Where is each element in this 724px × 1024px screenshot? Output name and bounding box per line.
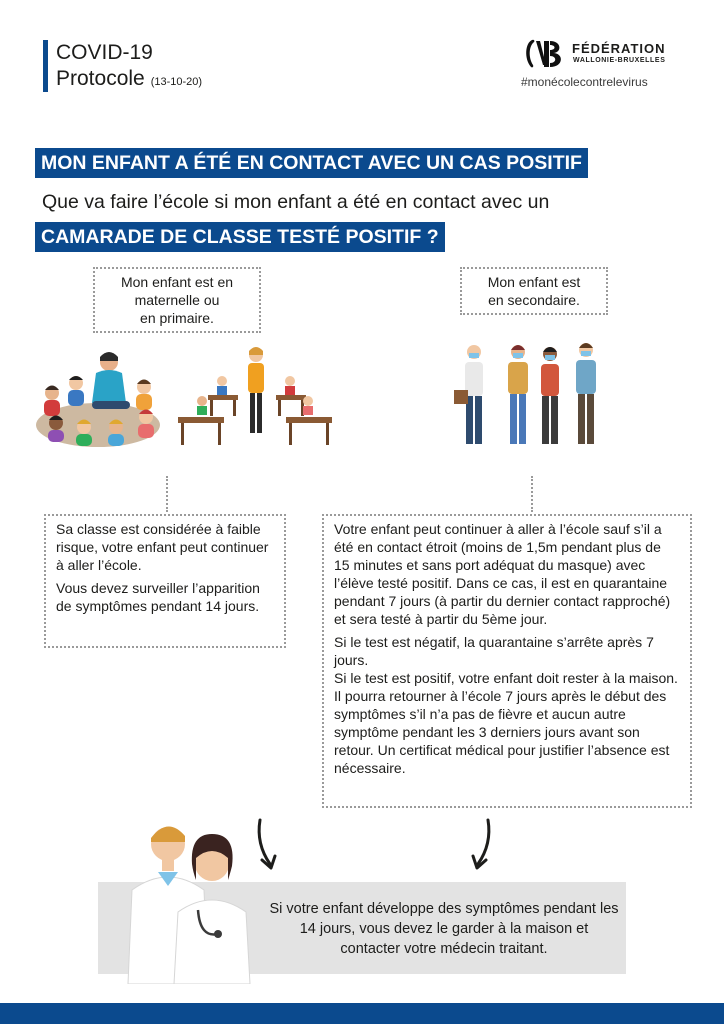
label-line: en secondaire. [488,292,580,308]
connector-right [531,476,533,512]
label-line: Mon enfant est [487,274,581,290]
doc-date: (13-10-20) [150,76,203,88]
info-paragraph: Sa classe est considérée à faible risque, votre enfant peut continuer à aller l’école. [56,521,269,573]
teen [576,343,596,444]
doc-subtitle-text: Protocole [56,67,145,90]
info-paragraph: Vous devez surveiller l’apparition de symptômes pendant 14 jours. [56,580,260,614]
children-circle-illustration [34,345,164,451]
logo-name-line1: FÉDÉRATION [572,41,666,56]
label-secondaire [460,267,608,315]
logo-name-line2: WALLONIE-BRUXELLES [573,57,666,64]
label-maternelle-primaire [93,267,261,333]
info-paragraph: Votre enfant peut continuer à aller à l’école sauf s’il a été en contact étroit (moins de 1,5m pendant plus de 15 minutes et sans port adéquat du masque) avec l’élève testé positif. Dans ce cas, il est en quarantaine pendant 7 jours (à partir du dernier contact rapproché) et sera testé à partir du 5ème jour. [334,521,671,627]
main-banner: MON ENFANT A ÉTÉ EN CONTACT AVEC UN CAS POSITIF [35,148,588,178]
desk [178,396,224,445]
desk [286,396,332,445]
footer-bar [0,1003,724,1024]
label-line: en primaire. [140,310,214,326]
info-secondaire [322,514,692,808]
label-line: Mon enfant est en [120,274,234,290]
info-maternelle-primaire [44,514,286,648]
classroom-illustration [172,345,338,451]
teen [541,347,559,444]
arrow-down-icon [464,818,498,874]
teenagers-illustration [452,340,612,450]
doc-subtitle [56,66,202,95]
header-accent-bar [43,40,48,92]
hashtag: #monécolecontrelevirus [521,75,648,89]
info-paragraph: Si le test est positif, votre enfant doit rester à la maison. Il pourra retourner à l’école 7 jours après le début des symptômes s’il n’a pas de fièvre et aucun autre symptôme pendant les 3 derniers jours avant son retour. Un certificat médical pour justifier l’absence est nécessaire. [334,670,678,776]
teen [454,345,483,444]
connector-left [166,476,168,512]
desk [276,376,306,416]
info-paragraph: Si le test est négatif, la quarantaine s’arrête après 7 jours. [334,634,654,668]
symptoms-note: Si votre enfant développe des symptômes pendant les 14 jours, vous devez le garder à la maison et contacter votre médecin traitant. [269,901,619,957]
doc-title: COVID-19 [56,41,153,64]
question-text: Que va faire l’école si mon enfant a été en contact avec un [42,191,550,213]
fwb-logo-icon [522,37,566,71]
question-banner: CAMARADE DE CLASSE TESTÉ POSITIF ? [35,222,445,252]
teen [508,345,528,444]
label-line: maternelle ou [134,292,220,308]
doctors-illustration [118,814,256,984]
desk [208,376,238,416]
